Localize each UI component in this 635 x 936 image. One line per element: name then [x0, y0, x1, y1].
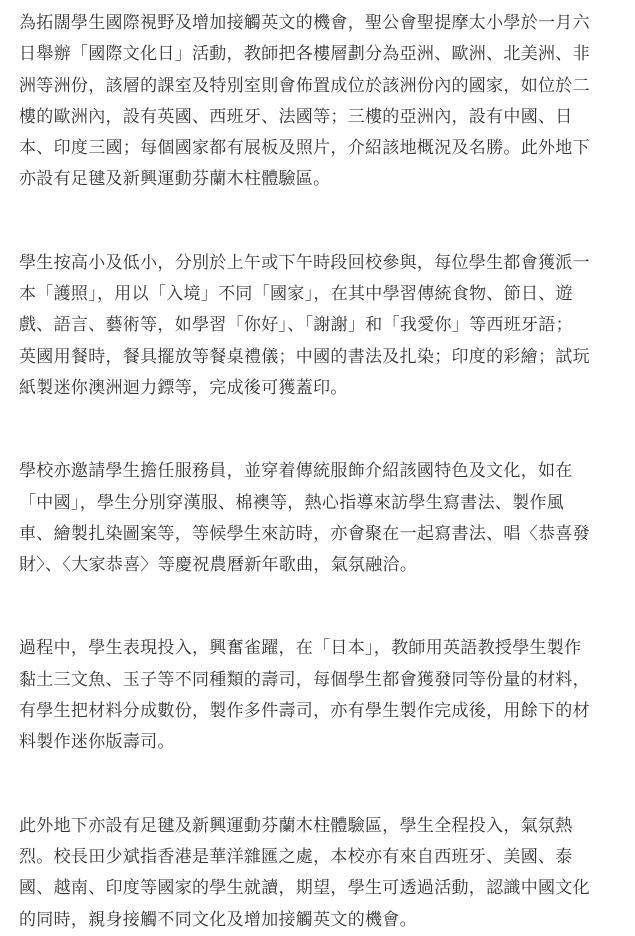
paragraph-line: 烈。校長田少斌指香港是華洋雜匯之處，本校亦有來自西班牙、美國、泰 [19, 846, 573, 867]
paragraph-4 [19, 633, 622, 758]
paragraph-line: 紙製迷你澳洲迴力鏢等，完成後可獲蓋印。 [19, 377, 348, 398]
paragraph-line: 「中國」，學生分別穿漢服、棉襖等，熱心指導來訪學生寫書法、製作風 [19, 492, 565, 513]
paragraph-2 [19, 248, 622, 404]
paragraph-3 [19, 456, 622, 581]
paragraph-line: 此外地下亦設有足毽及新興運動芬蘭木柱體驗區，學生全程投入，氣氛熱 [19, 815, 573, 836]
paragraph-line: 黏土三文魚、玉子等不同種類的壽司，每個學生都會獲發同等份量的材料， [19, 669, 590, 690]
paragraph-line: 英國用餐時，餐具擺放等餐桌禮儀；中國的書法及扎染；印度的彩繪；試玩 [19, 346, 590, 367]
paragraph-line: 財〉、〈大家恭喜〉等慶祝農曆新年歌曲，氣氛融洽。 [19, 555, 418, 576]
paragraph-1 [19, 8, 622, 196]
paragraph-line: 亦設有足毽及新興運動芬蘭木柱體驗區。 [19, 169, 331, 190]
paragraph-line: 有學生把材料分成數份，製作多件壽司，亦有學生製作完成後，用餘下的材 [19, 701, 590, 722]
paragraph-line: 車、繪製扎染圖案等，等候學生來訪時，亦會聚在一起寫書法、唱〈恭喜發 [19, 523, 590, 544]
paragraph-line: 本、印度三國；每個國家都有展板及照片，介紹該地概況及名勝。此外地下 [19, 138, 590, 159]
paragraph-line: 過程中，學生表現投入，興奮雀躍，在「日本」，教師用英語教授學生製作 [19, 638, 582, 659]
paragraph-line: 為拓闊學生國際視野及增加接觸英文的機會，聖公會聖提摩太小學於一月六 [19, 13, 590, 33]
paragraph-line: 學生按高小及低小，分別於上午或下午時段回校參與，每位學生都會獲派一 [19, 252, 590, 273]
paragraph-line: 洲等洲份，該層的課室及特別室則會佈置成位於該洲份內的國家，如位於二 [19, 75, 590, 96]
paragraph-line: 本「護照」，用以「入境」不同「國家」，在其中學習傳統食物、節日、遊 [19, 284, 573, 305]
paragraph-line: 國、越南、印度等國家的學生就讀，期望，學生可透過活動，認識中國文化 [19, 878, 590, 899]
paragraph-line: 戲、語言、藝術等，如學習「你好」、「謝謝」和「我愛你」等西班牙語； [19, 315, 573, 336]
paragraph-line: 的同時，親身接觸不同文化及增加接觸英文的機會。 [19, 909, 417, 930]
paragraph-line: 學校亦邀請學生擔任服務員，並穿着傳統服飾介紹該國特色及文化，如在 [19, 461, 573, 482]
paragraph-5 [19, 811, 622, 936]
paragraph-line: 日舉辦「國際文化日」活動，教師把各樓層劃分為亞洲、歐洲、北美洲、非 [19, 44, 590, 65]
paragraph-line: 樓的歐洲內，設有英國、西班牙、法國等；三樓的亞洲內，設有中國、日 [19, 106, 573, 127]
paragraph-line: 料製作迷你版壽司。 [19, 732, 175, 753]
